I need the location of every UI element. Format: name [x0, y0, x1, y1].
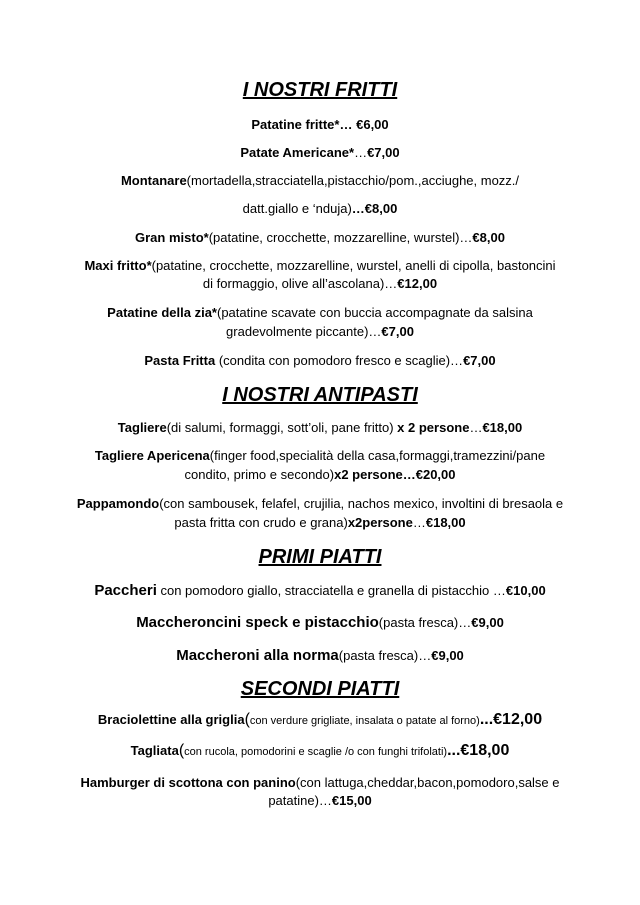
item-price: €18,00 — [425, 515, 466, 530]
menu-item — [40, 172, 600, 190]
item-name: Paccheri — [94, 582, 157, 599]
item-desc: (pasta fresca)… — [338, 648, 432, 663]
menu-item — [40, 144, 600, 162]
item-desc: patatine)… — [268, 793, 332, 808]
item-price: €9,00 — [431, 648, 464, 663]
item-desc: (con lattuga,cheddar,bacon,pomodoro,salse e — [295, 775, 560, 790]
item-desc: condito, primo e secondo) — [184, 467, 335, 482]
item-name: Maccheroni alla norma — [176, 647, 339, 664]
item-price: €15,00 — [331, 793, 372, 808]
item-desc: (mortadella,stracciatella,pistacchio/pom.,acciughe, mozz./ — [186, 173, 520, 188]
menu-item — [40, 352, 600, 370]
item-name: Maccheroncini speck e pistacchio — [136, 614, 379, 631]
menu-item — [20, 711, 620, 730]
menu-item — [40, 257, 600, 275]
menu-item — [40, 304, 600, 322]
item-desc: (patatine, crocchette, mozzarelline, wurstel, anelli di cipolla, bastoncini — [151, 258, 556, 273]
item-price: €7,00 — [367, 145, 400, 160]
item-price: €8,00 — [472, 230, 505, 245]
section-title-primi: PRIMI PIATTI — [258, 546, 382, 568]
section-title-antipasti: I NOSTRI ANTIPASTI — [222, 384, 418, 406]
item-sep: … — [354, 145, 368, 160]
item-name: Pasta Fritta — [144, 353, 216, 368]
item-sep: … — [412, 515, 426, 530]
item-name: Tagliata — [130, 743, 179, 758]
item-desc: datt.giallo e ‘nduja) — [242, 201, 352, 216]
item-price: €9,00 — [471, 615, 504, 630]
item-sep: … — [469, 420, 483, 435]
section-title-secondi: SECONDI PIATTI — [240, 678, 400, 700]
item-paren: ( — [178, 742, 185, 759]
item-price: ...€18,00 — [447, 742, 510, 759]
menu-item-cont — [40, 466, 600, 484]
menu-item-cont — [40, 514, 600, 532]
item-desc: con pomodoro giallo, stracciatella e granella di pistacchio … — [156, 583, 506, 598]
menu-item — [40, 495, 600, 513]
item-qty: x2 persone…€20,00 — [334, 467, 456, 482]
item-desc: (con sambousek, felafel, crujilia, nachos mexico, involtini di bresaola e — [159, 496, 564, 511]
menu-item-cont — [40, 275, 600, 293]
item-desc: gradevolmente piccante)… — [226, 324, 382, 339]
item-name: Patate Americane* — [240, 145, 355, 160]
menu-item — [40, 582, 600, 600]
item-desc: pasta fritta con crudo e grana) — [174, 515, 348, 530]
menu-item-cont — [40, 200, 600, 218]
item-paren: ( — [244, 711, 250, 728]
item-desc: (di salumi, formaggi, sott’oli, pane fritto) — [166, 420, 398, 435]
item-qty: x 2 persone — [397, 420, 470, 435]
item-name: Tagliere — [117, 420, 167, 435]
item-price: €18,00 — [482, 420, 523, 435]
item-name: Gran misto* — [135, 230, 209, 245]
item-sep: … — [339, 117, 357, 132]
menu-item — [20, 742, 620, 761]
item-name: Hamburger di scottona con panino — [80, 775, 296, 790]
menu-item — [40, 447, 600, 465]
menu-item — [40, 116, 600, 134]
item-desc: di formaggio, olive all’ascolana)… — [202, 276, 398, 291]
item-name: Tagliere Apericena — [94, 448, 210, 463]
menu-item — [40, 614, 600, 632]
menu-item — [40, 647, 600, 665]
item-desc: (patatine scavate con buccia accompagnate da salsina — [217, 305, 533, 320]
menu-item — [40, 419, 600, 437]
menu-item — [40, 229, 600, 247]
item-price: ...€12,00 — [479, 711, 543, 728]
item-desc: (finger food,specialità della casa,formaggi,tramezzini/pane — [209, 448, 546, 463]
item-price: €7,00 — [381, 324, 414, 339]
item-desc: con verdure grigliate, insalata o patate al forno) — [249, 715, 480, 727]
item-price: €12,00 — [397, 276, 438, 291]
item-desc: (condita con pomodoro fresco e scaglie)… — [215, 353, 464, 368]
item-desc: con rucola, pomodorini e scaglie /o con funghi trifolati) — [184, 746, 448, 758]
menu-item — [40, 774, 600, 792]
item-price: €10,00 — [505, 583, 546, 598]
item-desc: (patatine, crocchette, mozzarelline, wurstel)… — [208, 230, 473, 245]
item-price: …€8,00 — [351, 201, 398, 216]
item-desc: (pasta fresca)… — [378, 615, 472, 630]
item-name: Montanare — [120, 173, 187, 188]
item-qty: x2persone — [347, 515, 413, 530]
section-title-fritti: I NOSTRI FRITTI — [242, 79, 398, 101]
item-name: Pappamondo — [76, 496, 160, 511]
item-name: Maxi fritto* — [84, 258, 152, 273]
item-name: Patatine fritte* — [251, 117, 340, 132]
item-name: Patatine della zia* — [107, 305, 217, 320]
menu-item-cont — [40, 792, 600, 810]
item-name: Braciolettine alla griglia — [97, 712, 245, 727]
menu-item-cont — [40, 323, 600, 341]
item-price: €7,00 — [463, 353, 496, 368]
item-price: €6,00 — [356, 117, 389, 132]
